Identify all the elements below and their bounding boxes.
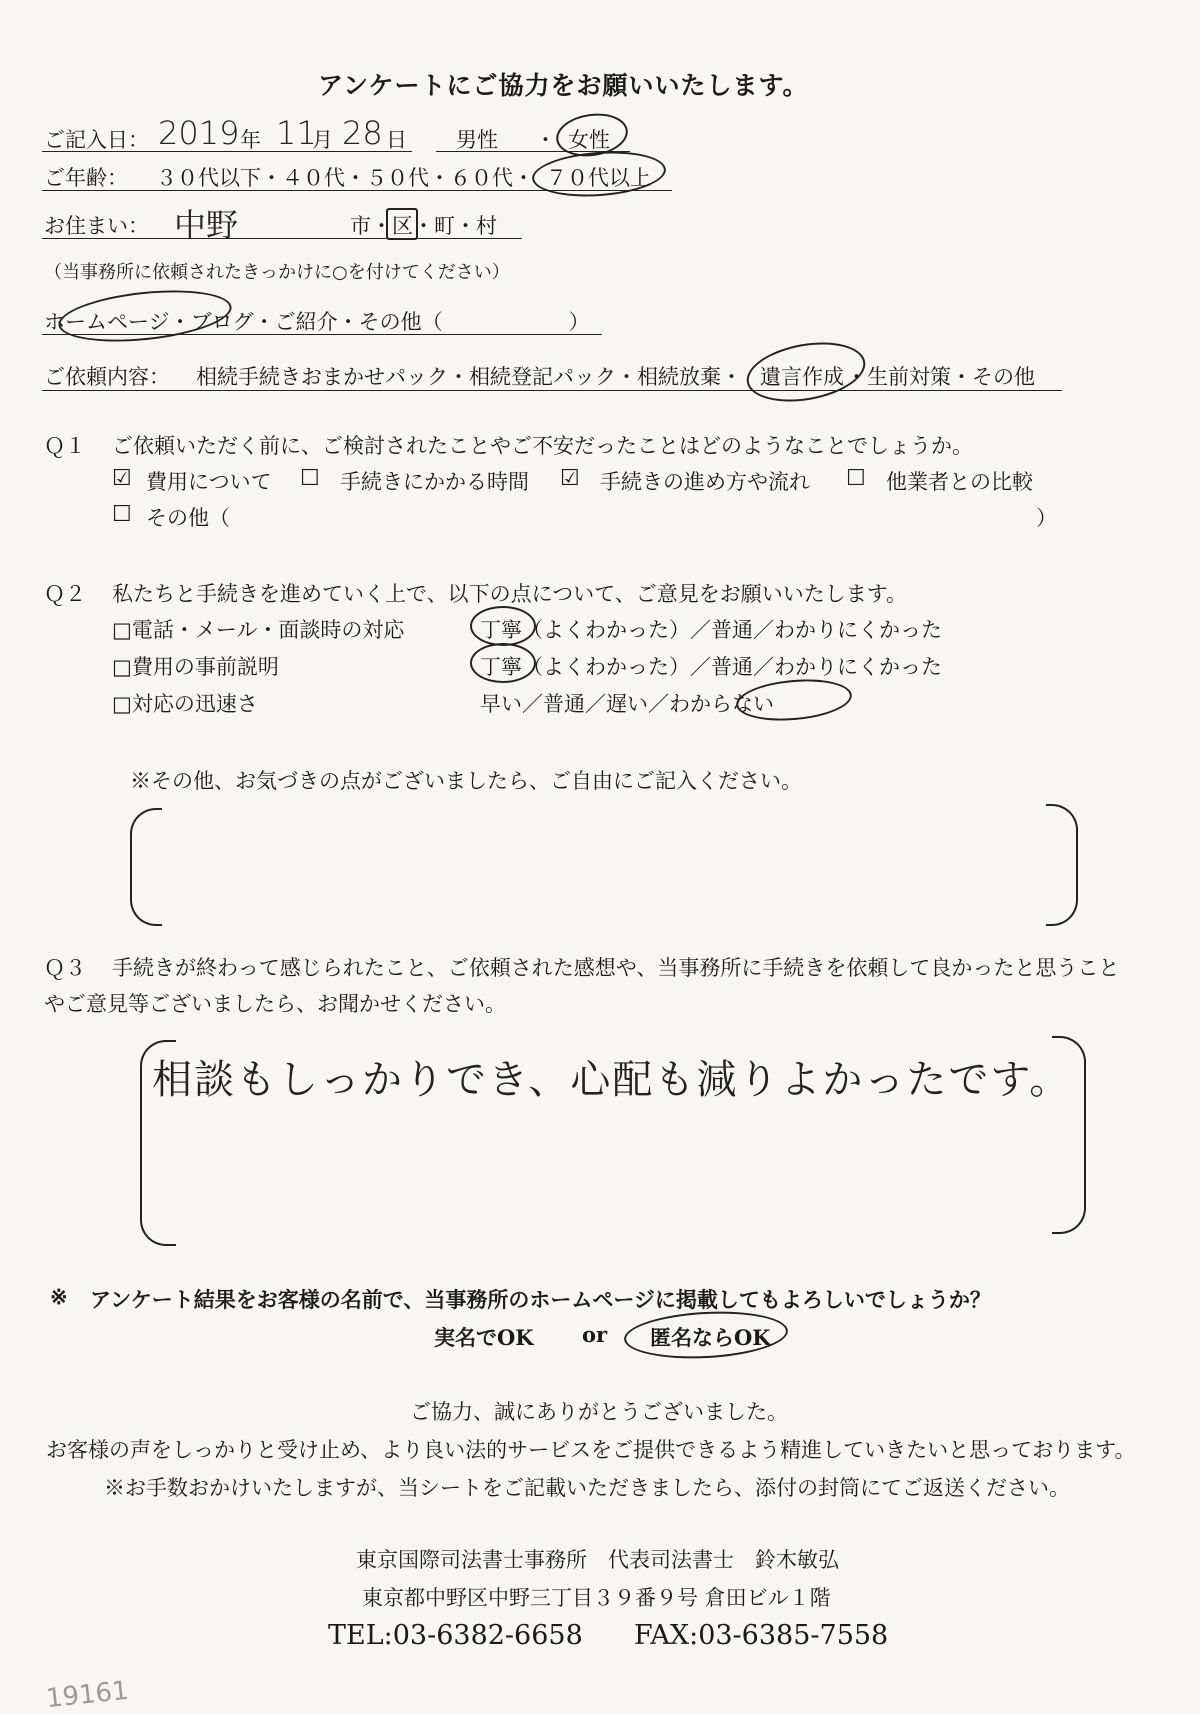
footer-office: 東京国際司法書士事務所 代表司法書士 鈴木敏弘 — [356, 1548, 839, 1572]
request-selected[interactable]: 遺言作成 — [760, 365, 844, 389]
footer-fax: FAX:03-6385-7558 — [634, 1620, 889, 1651]
q1-number: Ｑ１ — [44, 434, 86, 458]
q1-option-process: 手続きの進め方や流れ — [600, 470, 810, 494]
closing-thanks: ご協力、誠にありがとうございました。 — [410, 1400, 788, 1424]
date-year[interactable]: 2019 — [158, 114, 240, 152]
date-day-unit: 日 — [386, 128, 407, 152]
request-options-after: ・生前対策・その他 — [846, 365, 1035, 389]
age-underline — [42, 190, 672, 191]
q1-checkbox-other[interactable]: ☐ — [112, 502, 132, 527]
q3-question-line2: やご意見等ございましたら、お聞かせください。 — [44, 992, 506, 1016]
q1-checkbox-process[interactable]: ☑ — [560, 466, 580, 491]
q1-option-compare: 他業者との比較 — [886, 470, 1033, 494]
gender-male[interactable]: 男性 — [456, 128, 498, 152]
q1-checkbox-time[interactable]: ☐ — [300, 466, 320, 491]
date-underline — [42, 151, 412, 152]
trigger-underline — [42, 334, 602, 335]
footer-address: 東京都中野区中野三丁目３９番９号 倉田ビル１階 — [362, 1586, 831, 1610]
q2-item-contact: □電話・メール・面談時の対応 — [112, 618, 405, 642]
gender-female[interactable]: 女性 — [568, 128, 610, 152]
trigger-options[interactable]: ホームページ・ブログ・ご紹介・その他（ ） — [44, 310, 590, 334]
trigger-selection-circle — [56, 283, 234, 349]
publish-option-anonymous[interactable]: 匿名ならOK — [650, 1325, 771, 1350]
q2-cost-selection-circle — [470, 643, 536, 683]
q3-answer[interactable]: 相談もしっかりでき、心配も減りよかったです。 — [152, 1057, 1072, 1103]
form-title: アンケートにご協力をお願いいたします。 — [318, 71, 809, 100]
q1-question: ご依頼いただく前に、ご検討されたことやご不安だったことはどのようなことでしょうか。 — [112, 434, 973, 458]
q3-number: Ｑ３ — [44, 956, 86, 980]
q2-free-box-right — [1046, 804, 1078, 926]
publish-option-real-name[interactable]: 実名でOK — [434, 1325, 534, 1350]
q1-checkbox-compare[interactable]: ☐ — [846, 466, 866, 491]
trigger-note: （当事務所に依頼されたきっかけに○を付けてください） — [44, 262, 510, 283]
q1-option-cost: 費用について — [146, 470, 272, 494]
closing-line3: ※お手数おかけいたしますが、当シートをご記載いただきましたら、添付の封筒にてご返送ください。 — [104, 1476, 1070, 1500]
age-selected[interactable]: ７０代以上 — [546, 166, 651, 190]
q2-choices-speed[interactable]: 早い／普通／遅い／わからない — [480, 692, 774, 716]
gender-separator: ・ — [535, 128, 556, 152]
address-suffix: 市・区・町・村 — [350, 214, 497, 238]
request-label: ご依頼内容： — [44, 365, 170, 389]
request-underline — [42, 390, 1062, 391]
q2-free-box-left — [130, 808, 162, 926]
publish-mark: ※ — [50, 1284, 68, 1309]
address-selection-box — [386, 208, 418, 240]
q3-question-line1: 手続きが終わって感じられたこと、ご依頼された感想や、当事務所に手続きを依頼して良かったと思うこと — [112, 956, 1120, 980]
q2-item-cost-explanation: □費用の事前説明 — [112, 655, 279, 679]
footer-tel: TEL:03-6382-6658 — [328, 1620, 583, 1651]
date-label: ご記入日： — [44, 128, 149, 152]
stamp-number: 19161 — [44, 1675, 131, 1714]
q1-option-other: その他（ — [146, 506, 230, 530]
age-options: ３０代以下・４０代・５０代・６０代・ — [156, 166, 534, 190]
q1-other-close: ） — [1036, 506, 1057, 530]
request-selection-circle — [742, 334, 870, 410]
q2-choices-contact[interactable]: 丁寧（よくわかった）／普通／わかりにくかった — [480, 618, 942, 642]
q2-free-note: ※その他、お気づきの点がございましたら、ご自由にご記入ください。 — [130, 769, 802, 793]
date-month-unit: 月 — [312, 128, 333, 152]
age-selection-circle — [531, 147, 668, 200]
age-label: ご年齢： — [44, 166, 128, 190]
q2-item-speed: □対応の迅速さ — [112, 692, 258, 716]
date-month[interactable]: 11 — [276, 114, 317, 152]
q2-speed-selection-circle — [734, 675, 853, 725]
q2-question: 私たちと手続きを進めていく上で、以下の点について、ご意見をお願いいたします。 — [112, 582, 908, 606]
request-options-before: 相続手続きおまかせパック・相続登記パック・相続放棄・ — [196, 365, 742, 389]
publish-selection-circle — [623, 1308, 789, 1363]
address-underline — [42, 238, 522, 239]
q2-choices-cost-explanation[interactable]: 丁寧（よくわかった）／普通／わかりにくかった — [480, 655, 942, 679]
address-value[interactable]: 中野 — [174, 206, 239, 244]
q2-contact-selection-circle — [470, 606, 536, 646]
closing-line2: お客様の声をしっかりと受け止め、より良い法的サービスをご提供できるよう精進していきたいと思っております。 — [46, 1438, 1136, 1462]
address-label: お住まい： — [44, 214, 149, 238]
q2-number: Ｑ２ — [44, 582, 86, 606]
date-day[interactable]: 28 — [342, 114, 383, 152]
publish-question: アンケート結果をお客様の名前で、当事務所のホームページに掲載してもよろしいでしょうか？ — [90, 1287, 991, 1312]
q1-option-time: 手続きにかかる時間 — [340, 470, 529, 494]
date-year-unit: 年 — [240, 128, 261, 152]
q1-checkbox-cost[interactable]: ☑ — [112, 466, 132, 491]
publish-or: or — [582, 1322, 608, 1347]
